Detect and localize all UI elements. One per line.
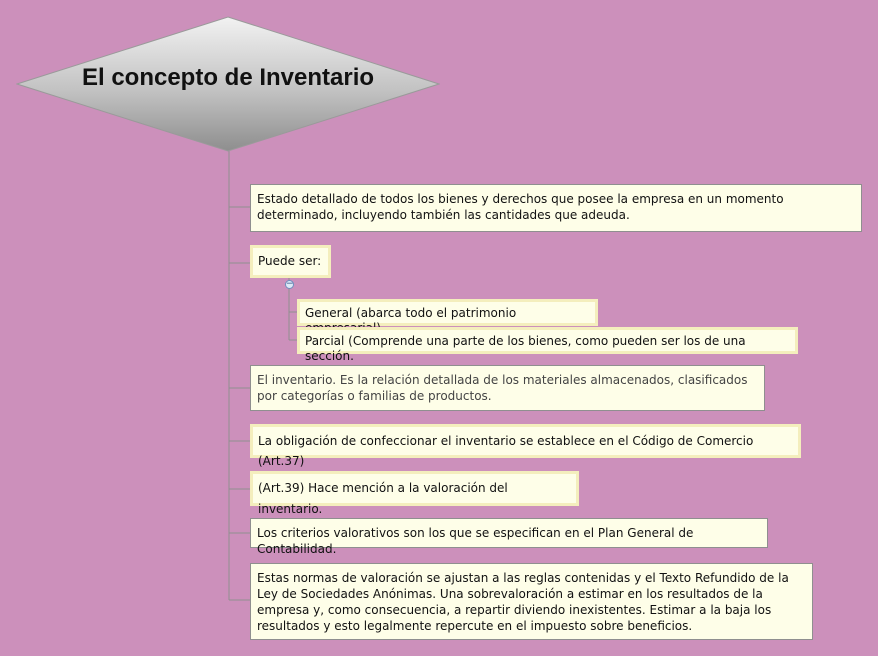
collapse-minus-icon[interactable]: − bbox=[286, 279, 294, 289]
root-topic-title[interactable]: El concepto de Inventario bbox=[81, 64, 375, 91]
node-general[interactable]: General (abarca todo el patrimonio bbox=[297, 299, 598, 326]
node-art39[interactable]: (Art.39) Hace mención a la valoración del inventario. bbox=[250, 471, 579, 506]
node-puede-ser[interactable]: Puede ser: bbox=[250, 245, 331, 278]
node-criterios[interactable]: Los criterios valorativos son los que se especifican en el Plan General de Contabilidad. bbox=[250, 518, 768, 548]
node-relacion[interactable]: El inventario. Es la relación detallada de los materiales almacenados, clasificados por categorías o familias de productos. bbox=[250, 365, 765, 411]
node-obligacion[interactable]: La obligación de confeccionar el inventario se establece en el Código de Comercio (Art.37) bbox=[250, 424, 801, 458]
node-parcial[interactable]: Parcial (Comprende una parte de los bienes, como pueden ser los de una sección. bbox=[297, 327, 798, 354]
node-definition[interactable]: Estado detallado de todos los bienes y derechos que posee la empresa en un momento determinado, incluyendo también las cantidades que adeuda. bbox=[250, 184, 862, 232]
node-normas[interactable]: Estas normas de valoración se ajustan a las reglas contenidas y el Texto Refundido de la Ley de Sociedades Anónimas. Una sobrevaloración a estimar en los resultados de la empresa y, como consecuencia, a repartir diviendo inexistentes. Estimar a la baja los resultados y esto legalmente repercute en el impuesto sobre beneficios. bbox=[250, 563, 813, 640]
